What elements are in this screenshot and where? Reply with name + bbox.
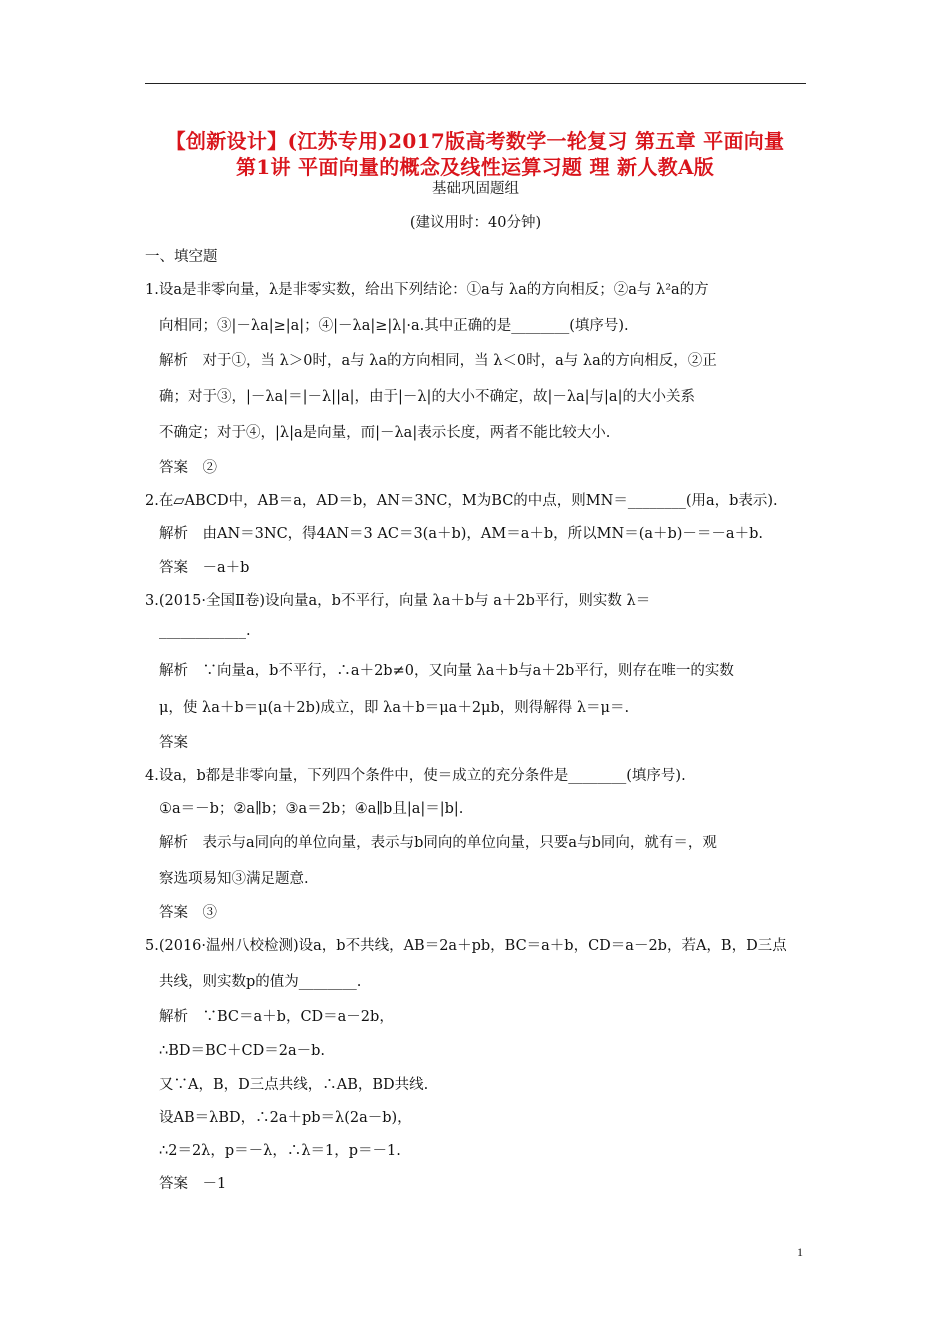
problem-5-analysis-line-5: ∴2＝2λ，p＝－λ，∴λ＝1，p＝－1. [159, 1143, 401, 1159]
problem-5-analysis-line-2: ∴BD＝BC＋CD＝2a－b. [159, 1043, 326, 1059]
problem-1-analysis-line-3: 不确定；对于④，|λ|a是向量，而|－λa|表示长度，两者不能比较大小. [159, 425, 611, 441]
section-title: 一、填空题 [145, 249, 218, 265]
problem-5-line-1: 5.(2016·温州八校检测)设a，b不共线，AB＝2a＋pb，BC＝a＋b，CD＝a－2b，若A，B，D三点 [145, 938, 787, 954]
time-hint: (建议用时：40分钟) [409, 215, 542, 231]
problem-3-analysis-line-2: μ，使 λa＋b＝μ(a＋2b)成立，即 λa＋b＝μa＋2μb，则得解得 λ＝μ＝. [159, 700, 630, 716]
problem-1-answer: 答案 ② [159, 460, 217, 476]
problem-5-answer: 答案 －1 [159, 1176, 227, 1192]
problem-1-analysis-line-1: 解析 对于①，当 λ＞0时，a与 λa的方向相同，当 λ＜0时，a与 λa的方向相反，②正 [159, 353, 717, 369]
problem-5-analysis-line-3: 又∵A，B，D三点共线，∴AB，BD共线. [159, 1077, 429, 1093]
document-title-line-1: 【创新设计】(江苏专用)2017版高考数学一轮复习 第五章 平面向量 [165, 129, 785, 153]
problem-5-analysis-line-1: 解析 ∵BC＝a＋b，CD＝a－2b， [159, 1009, 394, 1025]
problem-5-analysis-line-4: 设AB＝λBD，∴2a＋pb＝λ(2a－b)， [159, 1110, 412, 1126]
problem-2-analysis: 解析 由AN＝3NC，得4AN＝3 AC＝3(a＋b)，AM＝a＋b，所以MN＝(a＋b)－＝－a＋b. [159, 526, 763, 542]
problem-2-line-1: 2.在▱ABCD中，AB＝a，AD＝b，AN＝3NC，M为BC的中点，则MN＝________(用a，b表示). [145, 493, 778, 509]
page-number: 1 [797, 1245, 803, 1259]
problem-4-options: ①a＝－b；②a∥b；③a＝2b；④a∥b且|a|＝|b|. [159, 801, 464, 817]
group-heading: 基础巩固题组 [432, 181, 519, 197]
header-rule [145, 83, 806, 84]
problem-5-line-2: 共线，则实数p的值为________. [159, 974, 362, 990]
problem-3-line-2: ____________. [159, 623, 251, 639]
problem-2-answer: 答案 －a＋b [159, 560, 250, 576]
problem-4-analysis-line-2: 察选项易知③满足题意. [159, 871, 309, 887]
problem-3-analysis-line-1: 解析 ∵向量a，b不平行，∴a＋2b≠0，又向量 λa＋b与a＋2b平行，则存在唯一的实数 [159, 663, 734, 679]
problem-4-answer: 答案 ③ [159, 905, 217, 921]
problem-1-line-2: 向相同；③|－λa|≥|a|；④|－λa|≥|λ|·a.其中正确的是________(填序号). [159, 318, 629, 334]
problem-4-line-1: 4.设a，b都是非零向量，下列四个条件中，使＝成立的充分条件是________(填序号). [145, 768, 686, 784]
problem-4-analysis-line-1: 解析 表示与a同向的单位向量，表示与b同向的单位向量，只要a与b同向，就有＝，观 [159, 835, 717, 851]
problem-3-answer: 答案 [159, 735, 188, 751]
problem-1-analysis-line-2: 确；对于③，|－λa|＝|－λ||a|，由于|－λ|的大小不确定，故|－λa|与|a|的大小关系 [159, 389, 695, 405]
problem-1-line-1: 1.设a是非零向量，λ是非零实数，给出下列结论：①a与 λa的方向相反；②a与 λ²a的方 [145, 282, 709, 298]
document-title-line-2: 第1讲 平面向量的概念及线性运算习题 理 新人教A版 [235, 155, 715, 179]
problem-3-line-1: 3.(2015·全国Ⅱ卷)设向量a，b不平行，向量 λa＋b与 a＋2b平行，则实数 λ＝ [145, 593, 651, 609]
